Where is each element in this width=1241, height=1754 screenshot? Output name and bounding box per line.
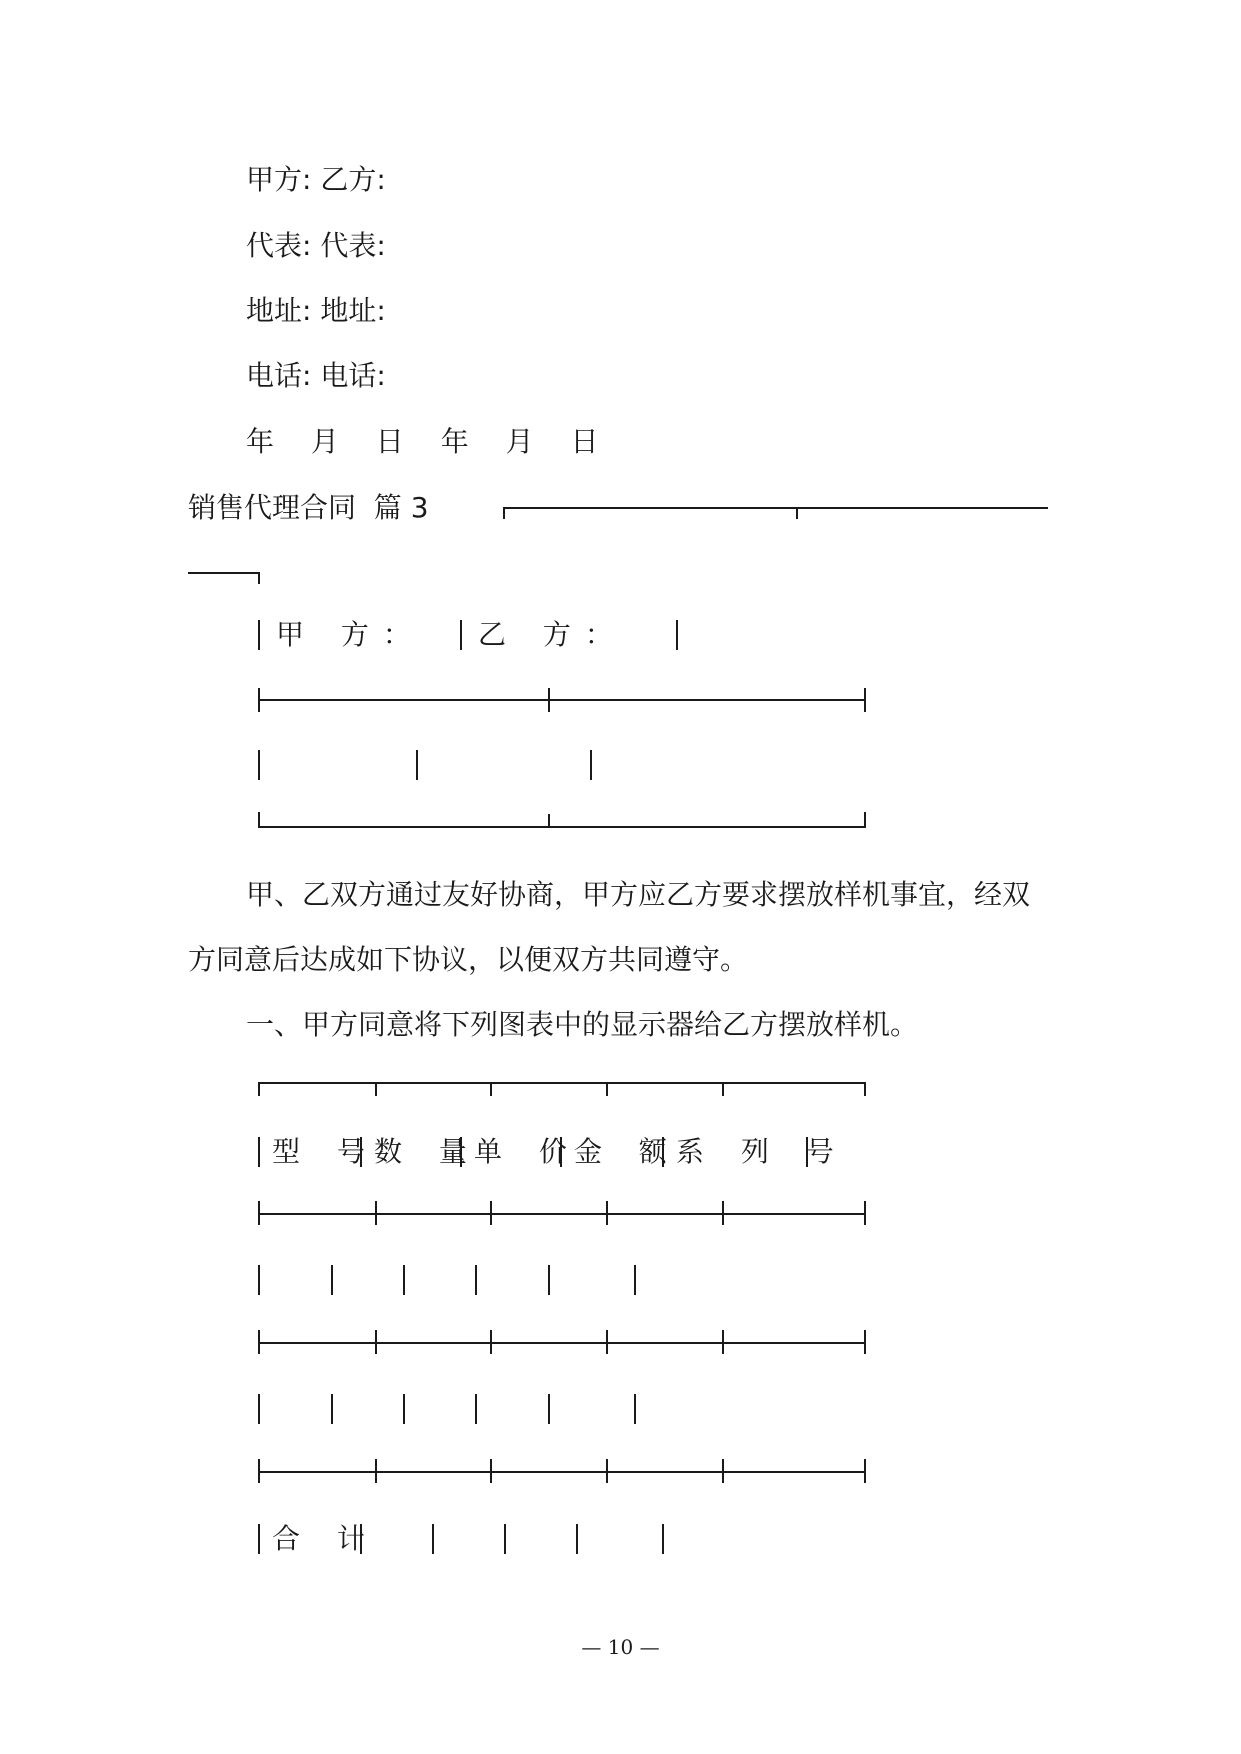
date-line: 年 月 日 年 月 日 bbox=[246, 425, 613, 458]
header-quantity: 数 量 bbox=[374, 1135, 481, 1168]
total-label: 合 计 bbox=[272, 1522, 379, 1555]
header-serial-number: 系 列 号 bbox=[676, 1135, 848, 1168]
phone-line: 电话: 电话: bbox=[246, 359, 386, 392]
page-number: — 10 — bbox=[581, 1635, 660, 1659]
section-title: 销售代理合同 篇 3 bbox=[188, 491, 429, 524]
agreement-paragraph-line-1: 甲、乙双方通过友好协商，甲方应乙方要求摆放样机事宜，经双 bbox=[246, 878, 1031, 911]
representative-line: 代表: 代表: bbox=[246, 229, 386, 262]
party-b-cell: 乙 方： bbox=[478, 618, 627, 651]
agreement-paragraph-line-2: 方同意后达成如下协议，以便双方共同遵守。 bbox=[188, 943, 749, 976]
header-unit-price: 单 价 bbox=[474, 1135, 581, 1168]
address-line: 地址: 地址: bbox=[246, 294, 386, 327]
clause-one: 一、甲方同意将下列图表中的显示器给乙方摆放样机。 bbox=[246, 1008, 919, 1041]
party-line: 甲方: 乙方: bbox=[246, 163, 386, 196]
header-model: 型 号 bbox=[272, 1135, 379, 1168]
header-amount: 金 额 bbox=[574, 1135, 681, 1168]
party-a-cell: 甲 方： bbox=[276, 618, 425, 651]
